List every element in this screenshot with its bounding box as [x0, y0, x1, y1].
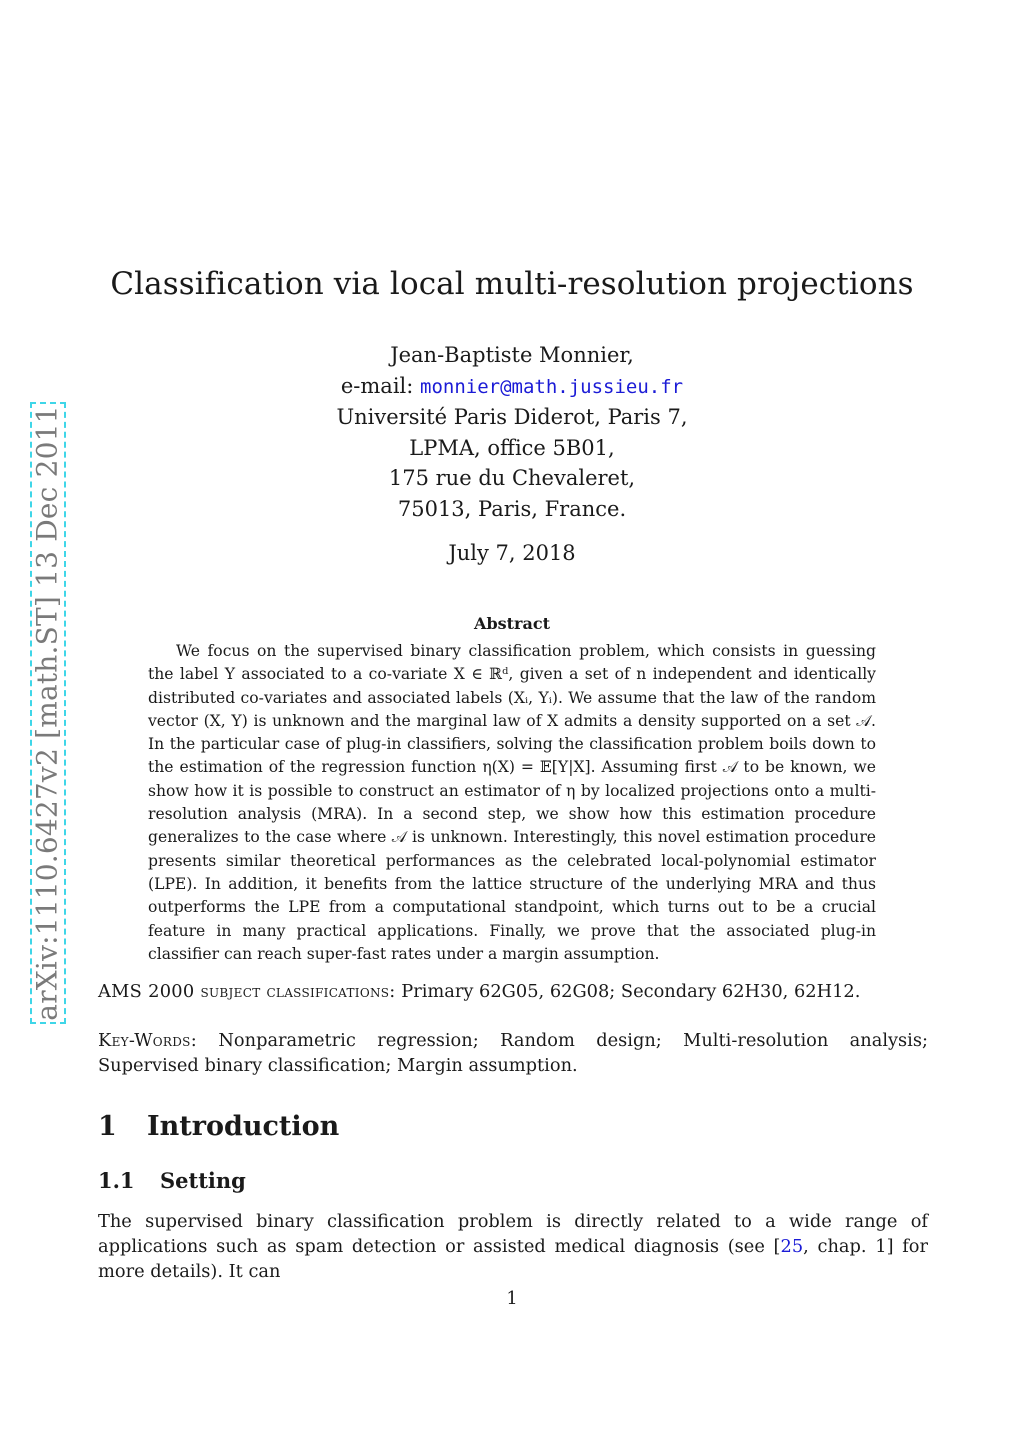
paper-date: July 7, 2018 [448, 541, 576, 565]
affiliation-line: LPMA, office 5B01, [409, 435, 615, 460]
subsection-title: Setting [160, 1168, 246, 1193]
email-link[interactable]: monnier@math.jussieu.fr [420, 375, 684, 398]
section-heading [98, 1111, 339, 1142]
body-text-continued: , chap. 1] for more details). It can [98, 1236, 928, 1282]
body-text: The supervised binary classification problem is directly related to a wide range of applications such as spam detection or assisted medical diagnosis (see [ [98, 1211, 928, 1257]
arxiv-identifier: arXiv:1110.6427v2 [math.ST] 13 Dec 2011 [30, 405, 64, 1021]
affiliation-line: 175 rue du Chevaleret, [388, 466, 636, 491]
abstract-heading: Abstract [474, 614, 550, 633]
subsection-heading [98, 1168, 246, 1193]
ams-label: AMS 2000 subject classifications: [98, 981, 396, 1002]
keywords-text: Nonparametric regression; Random design; Multi-resolution analysis; Supervised binary classification; Margin assumption. [98, 1030, 928, 1076]
paper-title: Classification via local multi-resolution projections [110, 266, 914, 302]
email-label: e-mail: [340, 373, 421, 398]
author-name: Jean-Baptiste Monnier, [390, 343, 634, 367]
ams-codes: Primary 62G05, 62G08; Secondary 62H30, 62H12. [395, 981, 861, 1002]
keywords-label: Key-Words: [98, 1030, 197, 1051]
subsection-number: 1.1 [98, 1168, 135, 1193]
body-paragraph [98, 1209, 928, 1284]
abstract-text: We focus on the supervised binary classification problem, which consists in guessing the label Y associated to a co-variate X ∈ ℝᵈ, given a set of n independent and identically distributed co-variates and associated labels (Xᵢ, Yᵢ). We assume that the law of the random vector (X, Y) is unknown and the marginal law of X admits a density supported on a set 𝒜. In the particular case of plug-in classifiers, solving the classification problem boils down to the estimation of the regression function η(X) = 𝔼[Y|X]. Assuming first 𝒜 to be known, we show how it is possible to construct an estimator of η by localized projections onto a multi-resolution analysis (MRA). In a second step, we show how this estimation procedure generalizes to the case where 𝒜 is unknown. Interestingly, this novel estimation procedure presents similar theoretical performances as the celebrated local-polynomial estimator (LPE). In addition, it benefits from the lattice structure of the underlying MRA and thus outperforms the LPE from a computational standpoint, which turns out to be a crucial feature in many practical applications. Finally, we prove that the associated plug-in classifier can reach super-fast rates under a margin assumption. [148, 642, 876, 963]
citation-link[interactable]: 25 [780, 1236, 804, 1257]
affiliation-line: 75013, Paris, France. [397, 496, 627, 521]
section-number: 1 [98, 1111, 117, 1142]
keywords [98, 1028, 928, 1078]
ams-classifications [98, 980, 928, 1004]
author-block [0, 340, 1024, 525]
affiliation-line: Université Paris Diderot, Paris 7, [336, 405, 688, 430]
section-title: Introduction [147, 1111, 340, 1142]
page-number: 1 [506, 1288, 518, 1309]
author-email-line [0, 371, 1024, 403]
